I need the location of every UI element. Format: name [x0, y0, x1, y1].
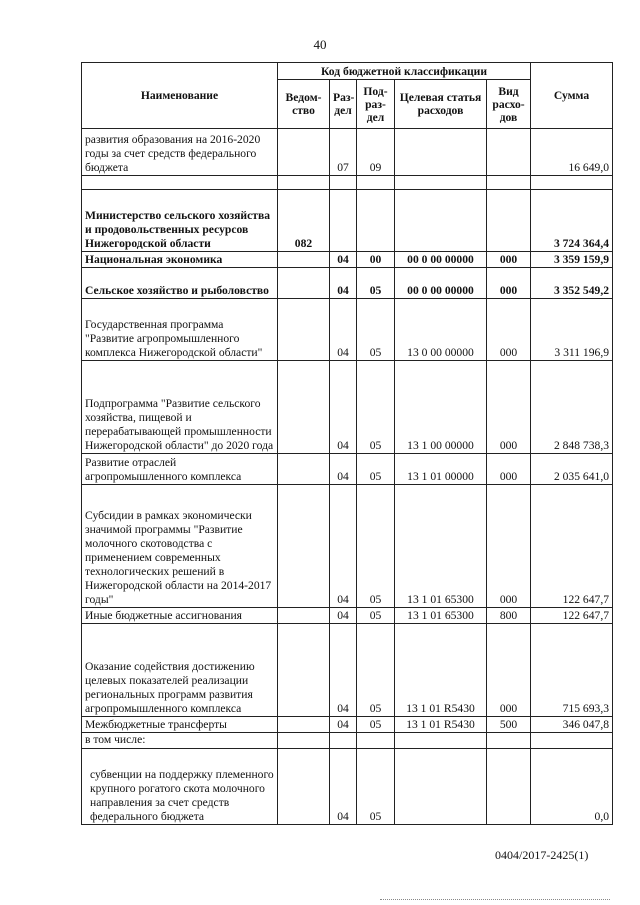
header-name: Наименование	[82, 63, 278, 129]
table-row	[82, 624, 613, 717]
cell-razdel	[330, 190, 357, 252]
cell-vedomstvo	[278, 176, 330, 190]
cell-sum	[531, 733, 613, 749]
header-razdel: Раз-дел	[330, 80, 357, 129]
header-sum: Сумма	[531, 63, 613, 129]
budget-table	[81, 62, 613, 825]
cell-csr: 13 1 01 R5430	[395, 717, 487, 733]
cell-razdel: 04	[330, 454, 357, 485]
cell-razdel: 04	[330, 749, 357, 825]
page-number: 40	[313, 37, 327, 52]
cell-csr	[395, 733, 487, 749]
cell-vedomstvo	[278, 624, 330, 717]
cell-razdel: 04	[330, 717, 357, 733]
cell-csr: 13 0 00 00000	[395, 299, 487, 361]
cell-podrazdel: 05	[357, 749, 395, 825]
cell-vid: 000	[487, 299, 531, 361]
cell-podrazdel: 05	[357, 268, 395, 299]
cell-sum: 3 359 159,9	[531, 252, 613, 268]
table-row	[82, 129, 613, 176]
cell-podrazdel: 05	[357, 361, 395, 454]
cell-podrazdel	[357, 190, 395, 252]
cell-vedomstvo	[278, 733, 330, 749]
table-row	[82, 190, 613, 252]
cell-name: Государственная программа "Развитие агропромышленного комплекса Нижегородской области"	[82, 299, 278, 361]
cell-sum: 2 035 641,0	[531, 454, 613, 485]
cell-vid: 000	[487, 252, 531, 268]
cell-sum: 0,0	[531, 749, 613, 825]
cell-podrazdel	[357, 733, 395, 749]
cell-sum: 715 693,3	[531, 624, 613, 717]
table-row	[82, 454, 613, 485]
cell-podrazdel: 05	[357, 485, 395, 608]
table-row	[82, 361, 613, 454]
table-row	[82, 733, 613, 749]
cell-sum: 122 647,7	[531, 608, 613, 624]
cell-name: субвенции на поддержку племенного крупного рогатого скота молочного направления за счет средств федерального бюджета	[82, 749, 278, 825]
cell-vid: 800	[487, 608, 531, 624]
cell-name: Развитие отраслей агропромышленного комплекса	[82, 454, 278, 485]
cell-vedomstvo	[278, 361, 330, 454]
cell-name: Сельское хозяйство и рыболовство	[82, 268, 278, 299]
cell-vid	[487, 733, 531, 749]
cell-razdel: 04	[330, 252, 357, 268]
cell-sum: 3 352 549,2	[531, 268, 613, 299]
cell-csr	[395, 129, 487, 176]
cell-name: Министерство сельского хозяйства и продовольственных ресурсов Нижегородской области	[82, 190, 278, 252]
cell-razdel: 04	[330, 361, 357, 454]
cell-vedomstvo	[278, 129, 330, 176]
cell-csr: 13 1 01 R5430	[395, 624, 487, 717]
cell-name: Субсидии в рамках экономически значимой программы "Развитие молочного скотоводства с применением современных технологических решений в Нижегородской области на 2014-2017 годы"	[82, 485, 278, 608]
cell-sum: 16 649,0	[531, 129, 613, 176]
cell-name: Оказание содействия достижению целевых показателей реализации региональных программ развития агропромышленного комплекса	[82, 624, 278, 717]
cell-sum: 3 311 196,9	[531, 299, 613, 361]
cell-vedomstvo	[278, 268, 330, 299]
header-podrazdel: Под-раз-дел	[357, 80, 395, 129]
cell-vedomstvo: 082	[278, 190, 330, 252]
cell-razdel: 04	[330, 268, 357, 299]
cell-vid	[487, 190, 531, 252]
cell-podrazdel: 05	[357, 624, 395, 717]
cell-vid	[487, 176, 531, 190]
header-vedomstvo: Ведом-ство	[278, 80, 330, 129]
cell-podrazdel: 05	[357, 299, 395, 361]
table-row	[82, 749, 613, 825]
cell-vid: 000	[487, 361, 531, 454]
cell-vedomstvo	[278, 485, 330, 608]
cell-vedomstvo	[278, 749, 330, 825]
cell-sum	[531, 176, 613, 190]
table-row	[82, 608, 613, 624]
cell-csr: 00 0 00 00000	[395, 268, 487, 299]
cell-podrazdel: 09	[357, 129, 395, 176]
table-row	[82, 717, 613, 733]
cell-name: развития образования на 2016-2020 годы за счет средств федерального бюджета	[82, 129, 278, 176]
header-classification-group: Код бюджетной классификации	[278, 63, 531, 80]
cell-vedomstvo	[278, 717, 330, 733]
cell-name: в том числе:	[82, 733, 278, 749]
cell-razdel: 04	[330, 608, 357, 624]
bottom-dotted-rule	[380, 899, 610, 901]
header-csr: Целевая статья расходов	[395, 80, 487, 129]
cell-podrazdel: 05	[357, 717, 395, 733]
table-row	[82, 176, 613, 190]
cell-razdel	[330, 176, 357, 190]
cell-vedomstvo	[278, 608, 330, 624]
cell-razdel: 04	[330, 299, 357, 361]
cell-csr: 13 1 01 00000	[395, 454, 487, 485]
table-body	[82, 129, 613, 825]
cell-csr: 00 0 00 00000	[395, 252, 487, 268]
cell-name: Национальная экономика	[82, 252, 278, 268]
cell-vid: 000	[487, 268, 531, 299]
cell-vid: 000	[487, 485, 531, 608]
cell-sum: 3 724 364,4	[531, 190, 613, 252]
cell-vid: 000	[487, 454, 531, 485]
cell-vid: 500	[487, 717, 531, 733]
cell-sum: 122 647,7	[531, 485, 613, 608]
document-code: 0404/2017-2425(1)	[495, 848, 589, 862]
cell-csr: 13 1 01 65300	[395, 485, 487, 608]
cell-podrazdel: 00	[357, 252, 395, 268]
cell-name: Иные бюджетные ассигнования	[82, 608, 278, 624]
cell-podrazdel: 05	[357, 454, 395, 485]
cell-name: Подпрограмма "Развитие сельского хозяйства, пищевой и перерабатывающей промышленности Нижегородской области" до 2020 года	[82, 361, 278, 454]
header-vid: Вид расхо-дов	[487, 80, 531, 129]
cell-name	[82, 176, 278, 190]
cell-csr	[395, 176, 487, 190]
cell-sum: 2 848 738,3	[531, 361, 613, 454]
cell-sum: 346 047,8	[531, 717, 613, 733]
cell-csr	[395, 749, 487, 825]
cell-razdel: 04	[330, 624, 357, 717]
cell-vedomstvo	[278, 299, 330, 361]
table-row	[82, 485, 613, 608]
cell-razdel: 04	[330, 485, 357, 608]
cell-razdel	[330, 733, 357, 749]
cell-vedomstvo	[278, 454, 330, 485]
cell-csr: 13 1 00 00000	[395, 361, 487, 454]
table-row	[82, 252, 613, 268]
table-row	[82, 299, 613, 361]
cell-vid: 000	[487, 624, 531, 717]
cell-podrazdel	[357, 176, 395, 190]
cell-vid	[487, 749, 531, 825]
cell-razdel: 07	[330, 129, 357, 176]
cell-vedomstvo	[278, 252, 330, 268]
cell-name: Межбюджетные трансферты	[82, 717, 278, 733]
cell-csr: 13 1 01 65300	[395, 608, 487, 624]
cell-podrazdel: 05	[357, 608, 395, 624]
table-row	[82, 268, 613, 299]
cell-csr	[395, 190, 487, 252]
cell-vid	[487, 129, 531, 176]
